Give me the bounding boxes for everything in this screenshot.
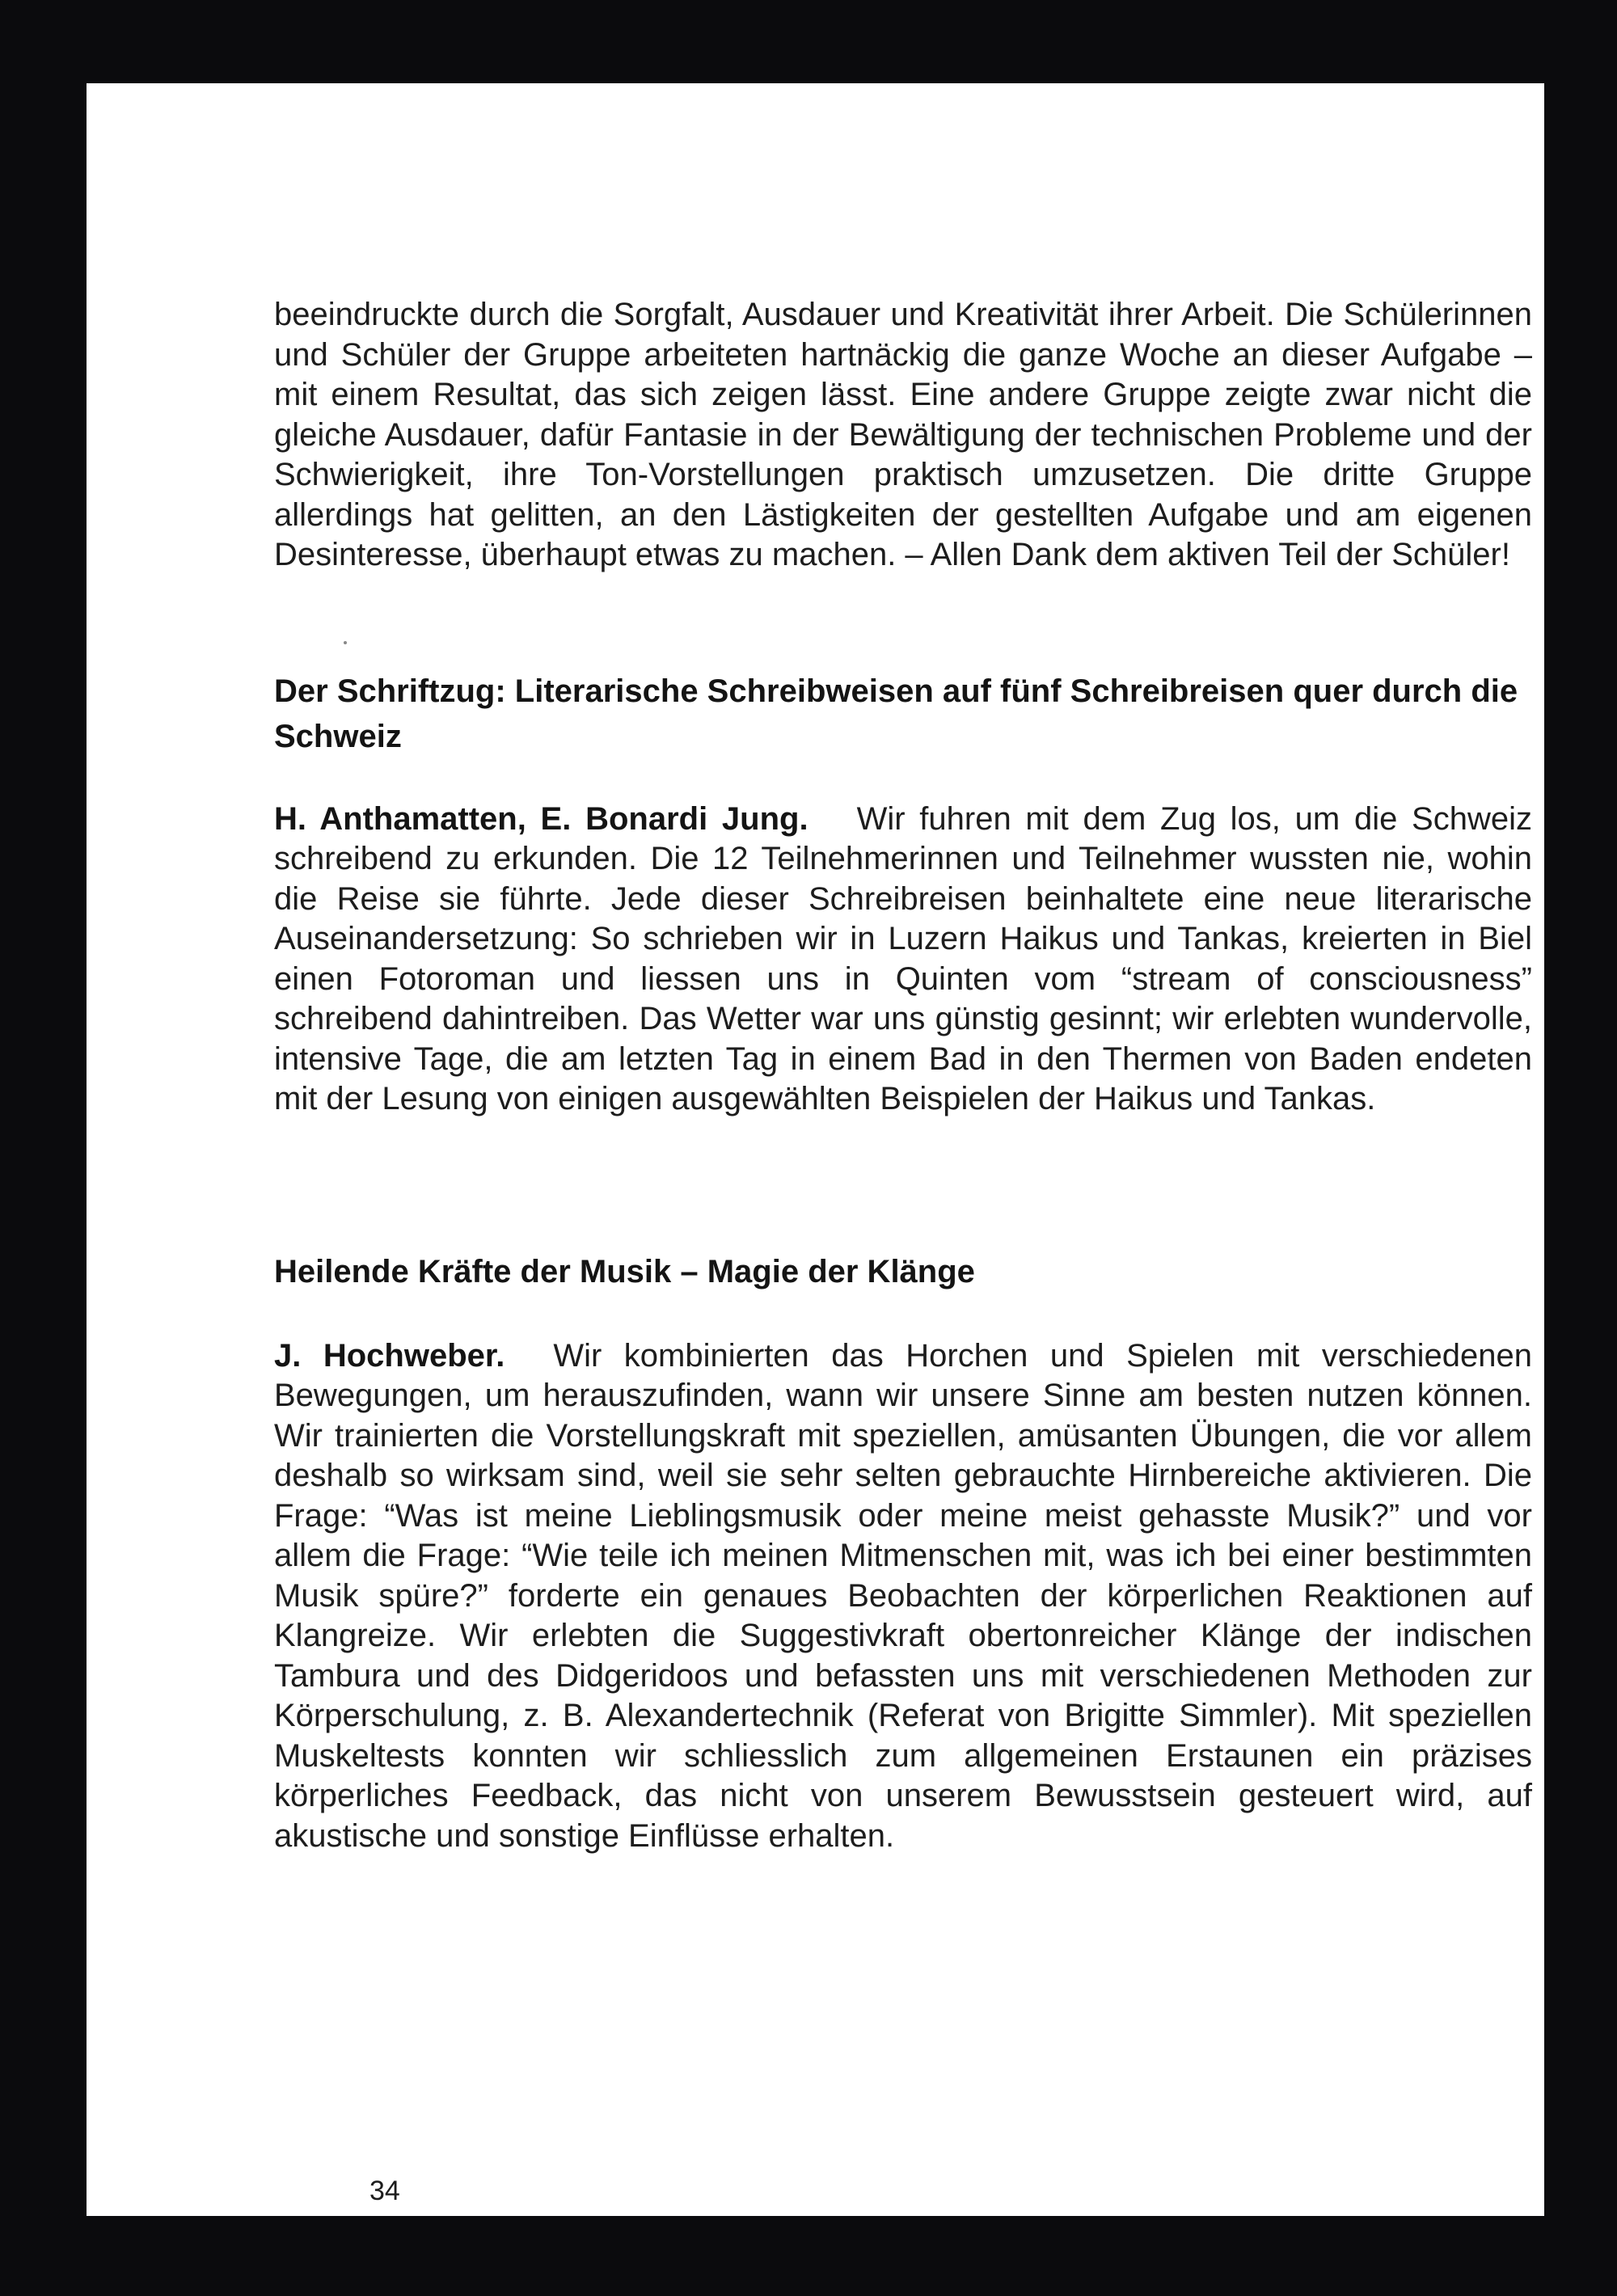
section-heading-musik: Heilende Kräfte der Musik – Magie der Klänge xyxy=(274,1253,975,1289)
section-body-musik: Wir kombinierten das Horchen und Spielen mit verschiedenen Bewegungen, um herauszufinden, wann wir unsere Sinne am besten nutzen können. Wir trainierten die Vorstellungskraft mit speziellen, amüsanten Übungen, die vor allem deshalb so wirksam sind, weil sie sehr selten gebrauchte Hirnbereiche aktivieren. Die Frage: “Was ist meine Lieblingsmusik oder meine meist gehasste Musik?” und vor allem die Frage: “Wie teile ich meinen Mitmenschen mit, was ich bei einer bestimmten Musik spüre?” forderte ein genaues Beobachten der körperlichen Reaktionen auf Klangreize. Wir erlebten die Suggestivkraft obertonreicher Klänge der indischen Tambura und des Didgeridoos und befassten uns mit verschiedenen Methoden zur Körperschulung, z. B. Alexandertechnik (Referat von Brigitte Simmler). Mit speziellen Muskeltests konnten wir schliesslich zum allgemeinen Erstaunen ein präzises körperliches Feedback, das nicht von unserem Bewusstsein gesteuert wird, auf akustische und sonstige Einflüsse erhalten. xyxy=(274,1337,1533,1854)
intro-paragraph: beeindruckte durch die Sorgfalt, Ausdauer und Kreativität ihrer Arbeit. Die Schülerinnen und Schüler der Gruppe arbeiteten hartnäckig die ganze Woche an dieser Aufgabe – mit einem Resultat, das sich zeigen lässt. Eine andere Gruppe zeigte zwar nicht die gleiche Ausdauer, dafür Fantasie in der Bewältigung der technischen Probleme und der Schwierigkeit, ihre Ton-Vorstellungen praktisch umzusetzen. Die dritte Gruppe allerdings hat gelitten, an den Lästigkeiten der gestellten Aufgabe und am eigenen Desinteresse, überhaupt etwas zu machen. – Allen Dank dem aktiven Teil der Schüler! xyxy=(274,297,1532,572)
section-paragraph-schriftzug xyxy=(274,800,1532,1120)
section-body-schriftzug: Wir fuhren mit dem Zug los, um die Schweiz schreibend zu erkunden. Die 12 Teilnehmerinnen und Teilnehmer wussten nie, wohin die Reise sie führte. Jede dieser Schreibreisen beinhaltete eine neue literarische Auseinandersetzung: So schrieben wir in Luzern Haikus und Tankas, kreierten in Biel einen Fotoroman und liessen uns in Quinten vom “stream of consciousness” schreibend dahintreiben. Das Wetter war uns günstig gesinnt; wir erlebten wundervolle, intensive Tage, die am letzten Tag in einem Bad in den Thermen von Baden endeten mit der Lesung von einigen ausgewählten Beispielen der Haikus und Tankas. xyxy=(274,800,1532,1116)
document-page xyxy=(87,83,1544,2216)
page-number: 34 xyxy=(369,2176,400,2206)
section-author-musik: J. Hochweber. xyxy=(274,1337,505,1374)
page-content xyxy=(274,295,1532,1856)
section-author-schriftzug: H. Anthamatten, E. Bonardi Jung. xyxy=(274,800,808,837)
section-paragraph-musik xyxy=(274,1336,1532,1857)
section-heading-schriftzug: Der Schriftzug: Literarische Schreibweisen auf fünf Schreibreisen quer durch die Schweiz xyxy=(274,673,1518,754)
